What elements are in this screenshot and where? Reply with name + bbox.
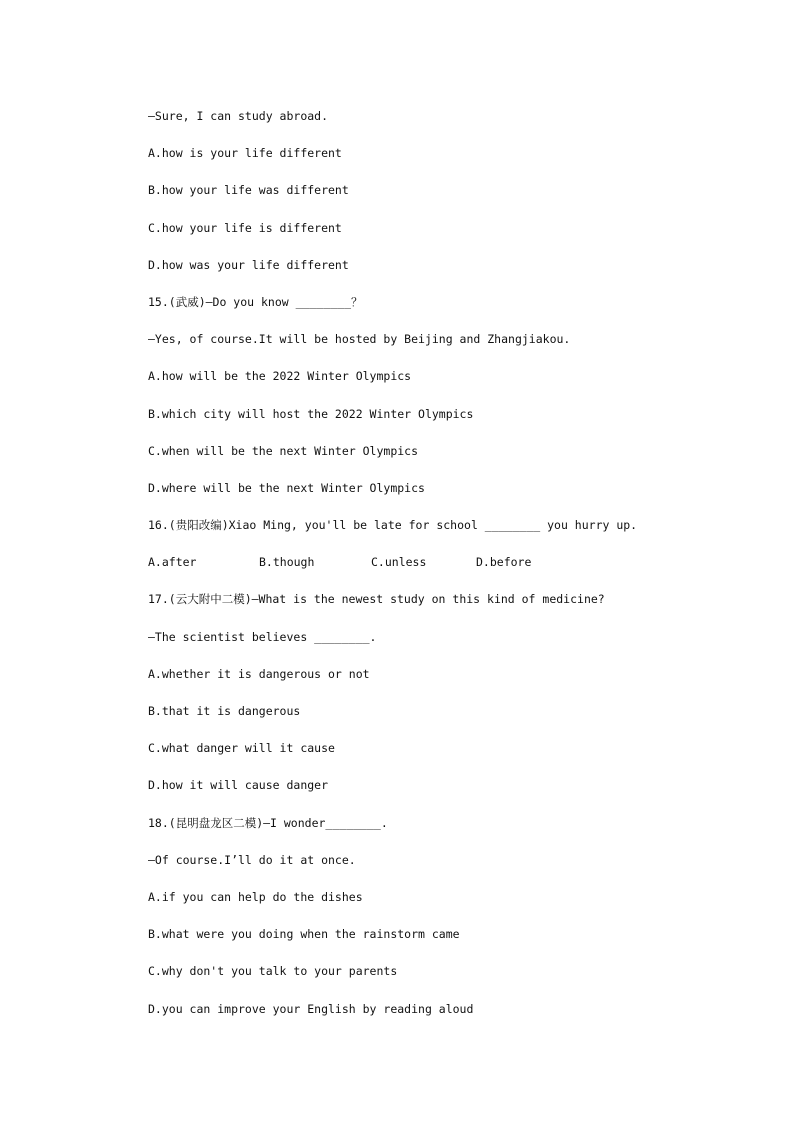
q14-option-b: B.how your life was different — [148, 183, 349, 198]
q15-question: 15.(武威)—Do you know ________？ — [148, 294, 363, 309]
q18-question: 18.(昆明盘龙区二模)—I wonder________. — [148, 815, 388, 830]
q17-option-b: B.that it is dangerous — [148, 704, 301, 718]
q15-option-a: A.how will be the 2022 Winter Olympics — [148, 369, 412, 384]
q14-option-c: C.how your life is different — [148, 220, 342, 235]
q18-option-d: D.you can improve your English by reading aloud — [148, 1001, 474, 1016]
q17-answer-line: —The scientist believes ________. — [148, 629, 377, 644]
q14-answer-line: —Sure, I can study abroad. — [148, 109, 329, 123]
q18-answer-line: —Of course.I’ll do it at once. — [148, 852, 356, 867]
q17-option-c: C.what danger will it cause — [148, 741, 335, 756]
q14-option-d: D.how was your life different — [148, 257, 349, 272]
q14-option-a: A.how is your life different — [148, 146, 342, 161]
q15-option-b: B.which city will host the 2022 Winter Olympics — [148, 406, 474, 421]
q16-option-a: A.after — [148, 555, 197, 570]
q18-option-a: A.if you can help do the dishes — [148, 889, 363, 904]
question-content — [148, 106, 748, 1036]
q17-option-d: D.how it will cause danger — [148, 778, 329, 793]
q17-question: 17.(云大附中二模)—What is the newest study on this kind of medicine? — [148, 592, 605, 607]
q18-option-c: C.why don't you talk to your parents — [148, 964, 398, 979]
q16-option-d: D.before — [476, 555, 532, 570]
q15-option-d: D.where will be the next Winter Olympics — [148, 480, 425, 495]
q16-option-c: C.unless — [371, 555, 427, 570]
q18-option-b: B.what were you doing when the rainstorm came — [148, 927, 460, 942]
q16-question: 16.(贵阳改编)Xiao Ming, you'll be late for school ________ you hurry up. — [148, 518, 638, 533]
q15-answer-line: —Yes, of course.It will be hosted by Beijing and Zhangjiakou. — [148, 332, 571, 347]
q17-option-a: A.whether it is dangerous or not — [148, 666, 370, 681]
q15-option-c: C.when will be the next Winter Olympics — [148, 443, 419, 458]
q16-option-b: B.though — [259, 555, 315, 570]
q16-options — [148, 552, 748, 589]
